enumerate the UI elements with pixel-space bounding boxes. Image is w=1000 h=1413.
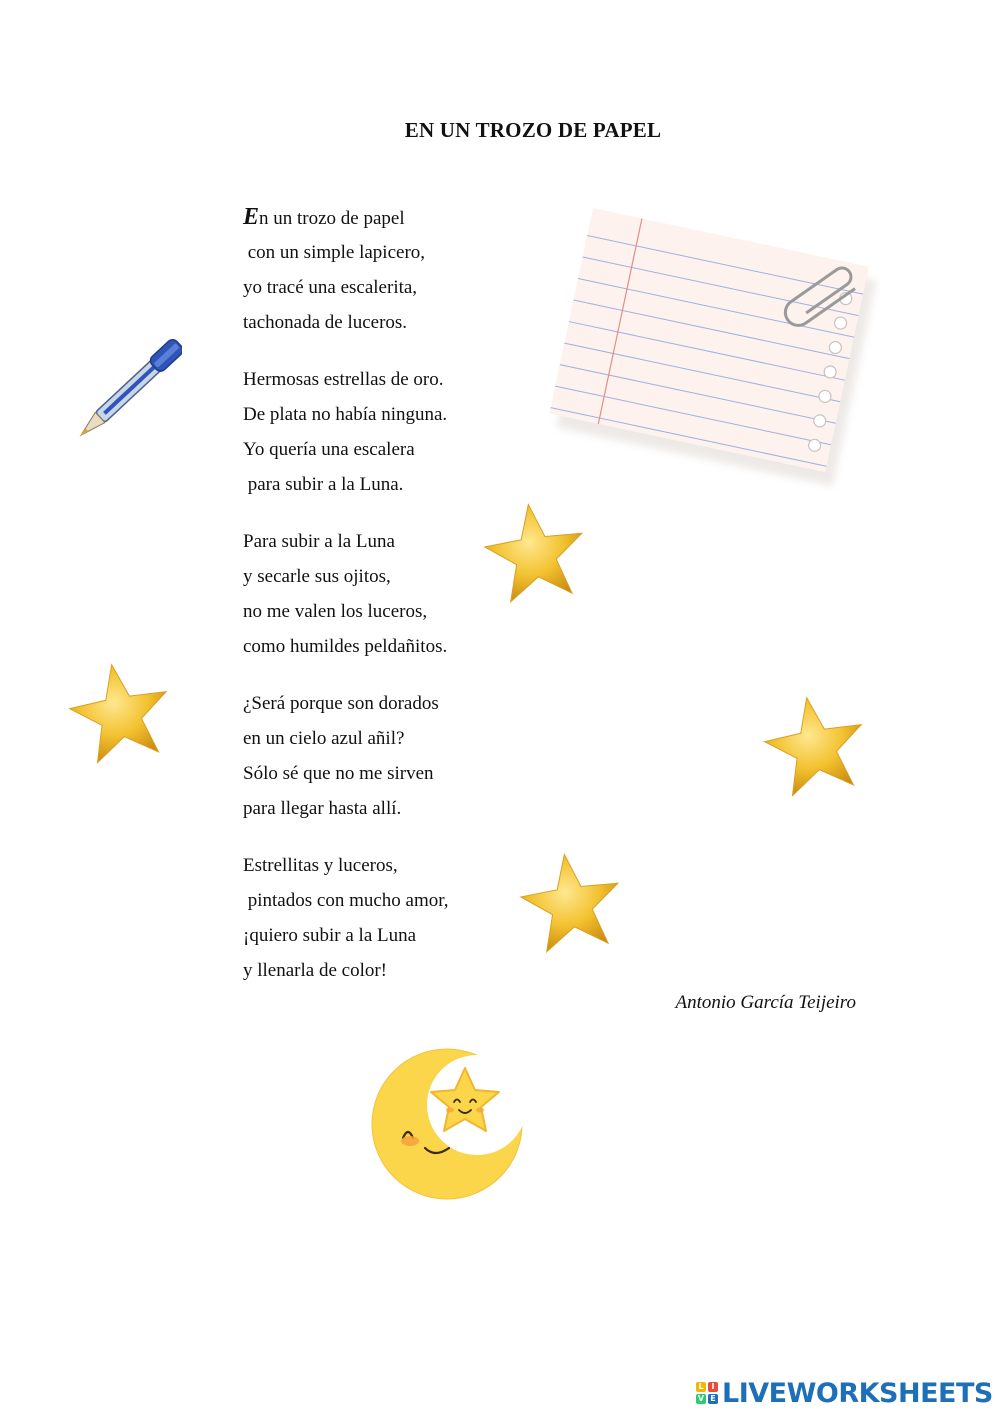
poem-line: en un cielo azul añil? — [243, 728, 405, 749]
pen-icon — [62, 325, 182, 470]
poem-line: con un simple lapicero, — [243, 242, 426, 263]
poem-line: para llegar hasta allí. — [243, 798, 402, 819]
poem-line: Hermosas estrellas de oro. — [243, 369, 444, 390]
poem-line: ¡quiero subir a la Luna — [243, 925, 417, 946]
poem-line: yo tracé una escalerita, — [243, 277, 418, 298]
poem-line-text: n un trozo de papel — [259, 208, 405, 229]
poem-line: De plata no había ninguna. — [243, 404, 448, 425]
poem-line: Para subir a la Luna — [243, 531, 395, 552]
stanza-2 — [243, 362, 573, 502]
poem-line: no me valen los luceros, — [243, 601, 428, 622]
logo-letter: E — [708, 1394, 718, 1404]
logo-mark — [696, 1382, 718, 1404]
poem-line: para subir a la Luna. — [243, 474, 404, 495]
poem-line: tachonada de luceros. — [243, 312, 408, 333]
poem-line — [243, 200, 573, 235]
liveworksheets-logo[interactable] — [696, 1378, 993, 1408]
poem-line: ¿Será porque son dorados — [243, 693, 439, 714]
smiling-moon-with-star-icon — [365, 1040, 530, 1205]
poem-line: como humildes peldañitos. — [243, 636, 448, 657]
logo-letter: I — [708, 1382, 718, 1392]
logo-letter: L — [696, 1382, 706, 1392]
poem-author: Antonio García Teijeiro — [675, 992, 856, 1013]
poem-line: Estrellitas y luceros, — [243, 855, 398, 876]
logo-text: LIVEWORKSHEETS — [722, 1377, 993, 1409]
poem-line: y secarle sus ojitos, — [243, 566, 391, 587]
notepaper-with-paperclip-icon — [535, 205, 880, 505]
poem-line: Sólo sé que no me sirven — [243, 763, 434, 784]
poem-line: pintados con mucho amor, — [243, 890, 449, 911]
logo-letter: V — [697, 1394, 705, 1403]
page-title: EN UN TROZO DE PAPEL — [404, 118, 662, 142]
gold-star-icon — [480, 500, 590, 605]
gold-star-icon — [516, 850, 626, 955]
stanza-1 — [243, 200, 573, 340]
gold-star-icon — [65, 660, 175, 765]
drop-cap: E — [243, 204, 260, 230]
poem-line: Yo quería una escalera — [243, 439, 415, 460]
gold-star-icon — [760, 693, 870, 798]
stanza-4 — [243, 686, 573, 826]
poem-line: y llenarla de color! — [243, 960, 388, 981]
